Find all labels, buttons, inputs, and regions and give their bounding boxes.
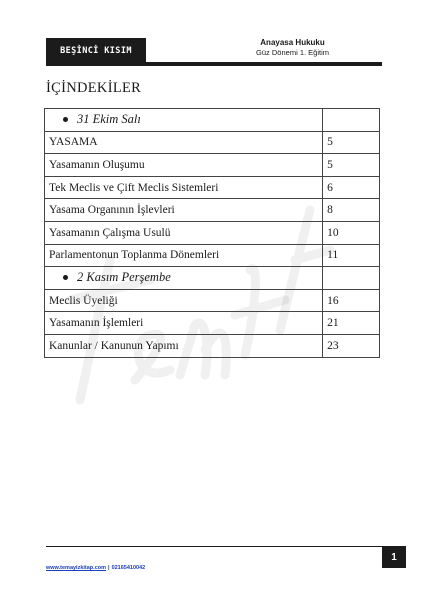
toc-entry-page: 5 <box>323 154 380 177</box>
footer-divider <box>46 546 382 547</box>
toc-entry-title: Meclis Üyeliği <box>45 289 323 312</box>
course-term: Güz Dönemi 1. Eğitim <box>256 48 329 57</box>
toc-entry-title: Parlamentonun Toplanma Dönemleri <box>45 244 323 267</box>
toc-section-cell <box>45 267 323 290</box>
toc-entry-row <box>45 154 380 177</box>
toc-heading: İÇİNDEKİLER <box>46 80 142 96</box>
toc-section-label: 31 Ekim Salı <box>77 112 141 127</box>
toc-entry-page: 10 <box>323 221 380 244</box>
page-number: 1 <box>382 546 406 568</box>
toc-entry-title: Yasama Organının İşlevleri <box>45 199 323 222</box>
bullet-icon <box>63 275 68 280</box>
toc-entry-title: YASAMA <box>45 131 323 154</box>
toc-entry-page: 5 <box>323 131 380 154</box>
toc-entry-row <box>45 221 380 244</box>
section-tag: BEŞİNCİ KISIM <box>46 38 146 64</box>
toc-entry-page: 16 <box>323 289 380 312</box>
toc-entry-row <box>45 131 380 154</box>
toc-entry-page: 23 <box>323 334 380 357</box>
toc-entry-row <box>45 334 380 357</box>
toc-entry-row <box>45 176 380 199</box>
toc-entry-title: Tek Meclis ve Çift Meclis Sistemleri <box>45 176 323 199</box>
toc-page-cell-empty <box>323 267 380 290</box>
toc-section-row <box>45 109 380 132</box>
toc-entry-page: 8 <box>323 199 380 222</box>
bullet-icon <box>63 117 68 122</box>
toc-entry-title: Yasamanın İşlemleri <box>45 312 323 335</box>
toc-entry-row <box>45 199 380 222</box>
toc-entry-title: Yasamanın Çalışma Usulü <box>45 221 323 244</box>
toc-page-cell-empty <box>323 109 380 132</box>
footer-contact <box>46 565 145 571</box>
toc-entry-title: Kanunlar / Kanunun Yapımı <box>45 334 323 357</box>
toc-entry-page: 11 <box>323 244 380 267</box>
course-info <box>256 38 329 57</box>
toc-table <box>44 108 380 358</box>
phone-number: 02165410042 <box>111 565 146 571</box>
toc-entry-row <box>45 244 380 267</box>
toc-entry-row <box>45 312 380 335</box>
toc-entry-page: 21 <box>323 312 380 335</box>
course-title: Anayasa Hukuku <box>260 38 325 47</box>
toc-entry-title: Yasamanın Oluşumu <box>45 154 323 177</box>
footer-separator: | <box>108 565 110 571</box>
toc-section-cell <box>45 109 323 132</box>
toc-entry-row <box>45 289 380 312</box>
toc-section-label: 2 Kasım Perşembe <box>77 270 171 285</box>
toc-section-row <box>45 267 380 290</box>
header-divider <box>46 62 382 66</box>
website-link[interactable]: www.temayizkitap.com <box>46 565 107 571</box>
toc-entry-page: 6 <box>323 176 380 199</box>
